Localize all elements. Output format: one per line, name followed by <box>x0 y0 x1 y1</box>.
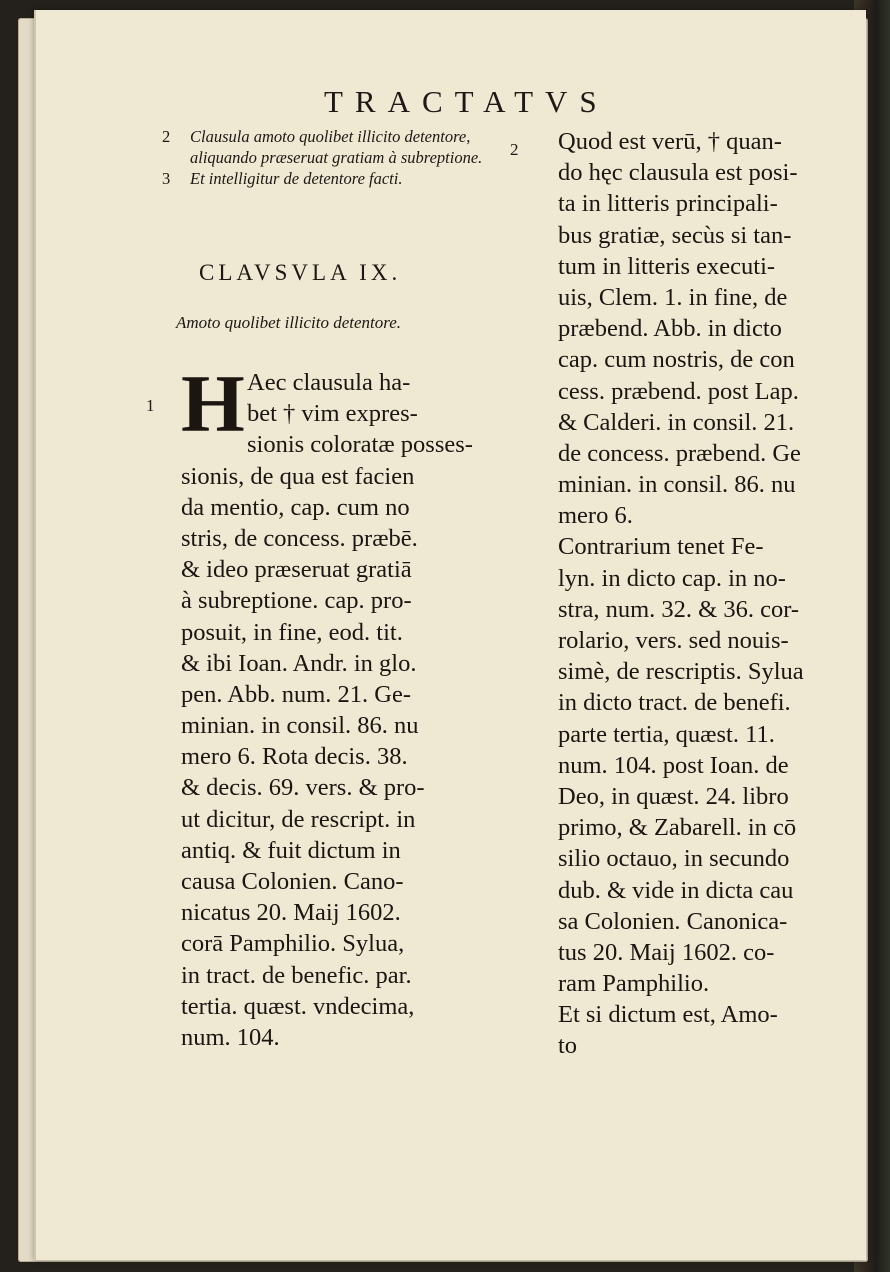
text-line: bet † vim expres- <box>247 400 418 428</box>
text-line: Deo, in quæst. 24. libro <box>558 782 789 810</box>
text-line: in dicto tract. de benefi. <box>558 689 791 717</box>
text-line: to <box>558 1032 578 1060</box>
text-line: à subreptione. cap. pro- <box>181 587 412 615</box>
clause-quote: Amoto quolibet illicito detentore. <box>176 313 402 332</box>
summary-text: Et intelligitur de detentore facti. <box>190 169 403 188</box>
text-line: tum in litteris executi- <box>558 252 776 280</box>
text-line: num. 104. post Ioan. de <box>558 751 789 779</box>
text-line: ram Pamphilio. <box>558 970 710 998</box>
text-line: cess. præbend. post Lap. <box>558 377 799 405</box>
text-line: primo, & Zabarell. in cō <box>558 814 797 842</box>
text-line: dub. & vide in dicta cau <box>558 876 794 904</box>
text-line: in tract. de benefic. par. <box>181 961 412 989</box>
text-line: Quod est verū, † quan- <box>558 128 782 155</box>
text-line: parte tertia, quæst. 11. <box>558 720 775 748</box>
text-line: da mentio, cap. cum no <box>181 493 410 521</box>
text-line: cap. cum nostris, de con <box>558 346 795 374</box>
text-line: causa Colonien. Cano- <box>181 868 404 895</box>
text-line: mero 6. Rota decis. 38. <box>181 743 408 771</box>
text-line: rolario, vers. sed nouis- <box>558 627 789 654</box>
text-line: bus gratiæ, secùs si tan- <box>558 221 792 249</box>
text-line: tertia. quæst. vndecima, <box>181 992 415 1020</box>
text-line: sionis, de qua est facien <box>181 462 415 490</box>
right-margin-number: 2 <box>510 140 519 159</box>
drop-cap: H <box>181 358 245 449</box>
clause-title: CLAVSVLA IX. <box>199 260 402 285</box>
text-line: num. 104. <box>181 1023 280 1051</box>
book-page <box>34 10 866 1260</box>
right-column-text <box>558 126 858 1062</box>
text-line: minian. in consil. 86. nu <box>558 471 796 499</box>
text-line: posuit, in fine, eod. tit. <box>181 618 403 646</box>
text-line: ut dicitur, de rescript. in <box>181 805 416 833</box>
text-line: stris, de concess. præbē. <box>181 524 418 552</box>
text-line: antiq. & fuit dictum in <box>181 836 401 864</box>
text-line: lyn. in dicto cap. in no- <box>558 564 786 592</box>
text-line: do hęc clausula est posi- <box>558 159 798 187</box>
text-line: & ibi Ioan. Andr. in glo. <box>181 649 417 677</box>
summary-item <box>162 126 522 168</box>
text-line: Et si dictum est, Amo- <box>558 1001 778 1029</box>
text-line: pen. Abb. num. 21. Ge- <box>181 680 411 708</box>
summary-item <box>162 168 522 189</box>
left-margin-number: 1 <box>146 396 155 415</box>
text-line: & ideo præseruat gratiā <box>181 556 412 584</box>
text-line: minian. in consil. 86. nu <box>181 712 419 740</box>
summary-text: Clausula amoto quolibet illicito detentore, aliquando præseruat gratiam à subreptione. <box>190 127 483 167</box>
text-line: præbend. Abb. in dicto <box>558 315 782 343</box>
text-line: silio octauo, in secundo <box>558 845 790 873</box>
text-line: tus 20. Maij 1602. co- <box>558 938 775 966</box>
text-line: sa Colonien. Canonica- <box>558 907 788 935</box>
text-line: mero 6. <box>558 502 633 530</box>
text-line: nicatus 20. Maij 1602. <box>181 899 401 927</box>
text-line: & decis. 69. vers. & pro- <box>181 774 425 802</box>
text-line: Aec clausula ha- <box>247 369 411 396</box>
text-line: & Calderi. in consil. 21. <box>558 408 795 436</box>
text-line: simè, de rescriptis. Sylua <box>558 658 804 686</box>
text-line: Contrarium tenet Fe- <box>558 533 764 561</box>
summary-number: 3 <box>162 169 171 188</box>
running-head: TRACTATVS <box>324 84 609 119</box>
text-line: ta in litteris principali- <box>558 190 778 218</box>
text-line: uis, Clem. 1. in fine, de <box>558 283 788 311</box>
left-column-text <box>181 358 521 1053</box>
summary-notes <box>162 126 522 189</box>
text-line: de concess. præbend. Ge <box>558 439 801 467</box>
text-line: sionis coloratæ posses- <box>247 431 473 459</box>
text-line: corā Pamphilio. Sylua, <box>181 930 405 958</box>
summary-number: 2 <box>162 127 171 146</box>
text-line: stra, num. 32. & 36. cor- <box>558 595 800 623</box>
